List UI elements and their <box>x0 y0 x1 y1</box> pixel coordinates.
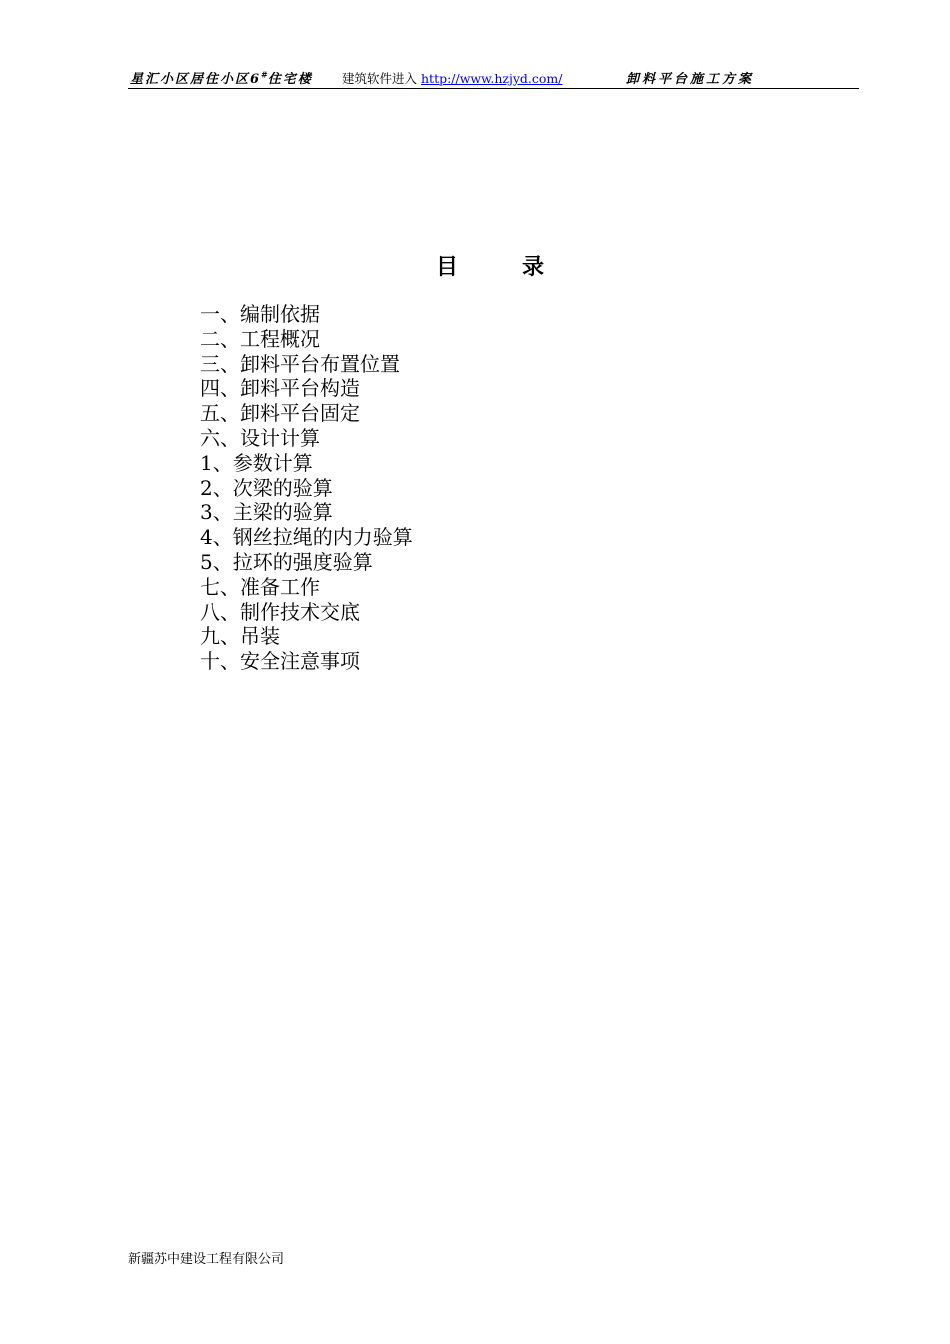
toc-heading: 目 录 <box>436 254 545 280</box>
toc-item[interactable]: 八、制作技术交底 <box>200 599 360 624</box>
toc-item[interactable]: 十、安全注意事项 <box>200 649 360 674</box>
toc-item[interactable]: 二、工程概况 <box>200 326 320 351</box>
document-title: 卸料平台施工方案 <box>626 72 755 87</box>
project-name: 星汇小区居住小区6#住宅楼 <box>130 69 313 87</box>
footer-company: 新疆苏中建设工程有限公司 <box>128 1252 285 1267</box>
toc-item[interactable]: 2、次梁的验算 <box>200 475 333 500</box>
toc-item[interactable]: 九、吊装 <box>200 624 280 649</box>
toc-item[interactable]: 1、参数计算 <box>200 450 313 475</box>
website-link[interactable]: http://www.hzjyd.com/ <box>421 71 563 86</box>
toc-item[interactable]: 七、准备工作 <box>200 574 320 599</box>
page-header <box>128 64 859 89</box>
toc-item[interactable]: 六、设计计算 <box>200 425 320 450</box>
promo-text: 建筑软件进入 <box>342 71 418 86</box>
toc-item[interactable]: 5、拉环的强度验算 <box>200 549 373 574</box>
toc-item[interactable]: 一、编制依据 <box>200 302 320 326</box>
toc-item[interactable]: 3、主梁的验算 <box>200 500 333 525</box>
table-of-contents <box>200 302 413 674</box>
toc-item[interactable]: 三、卸料平台布置位置 <box>200 351 400 376</box>
toc-item[interactable]: 五、卸料平台固定 <box>200 401 360 426</box>
toc-item[interactable]: 4、钢丝拉绳的内力验算 <box>200 525 413 550</box>
promo-line <box>342 69 562 87</box>
toc-item[interactable]: 四、卸料平台构造 <box>200 376 360 401</box>
